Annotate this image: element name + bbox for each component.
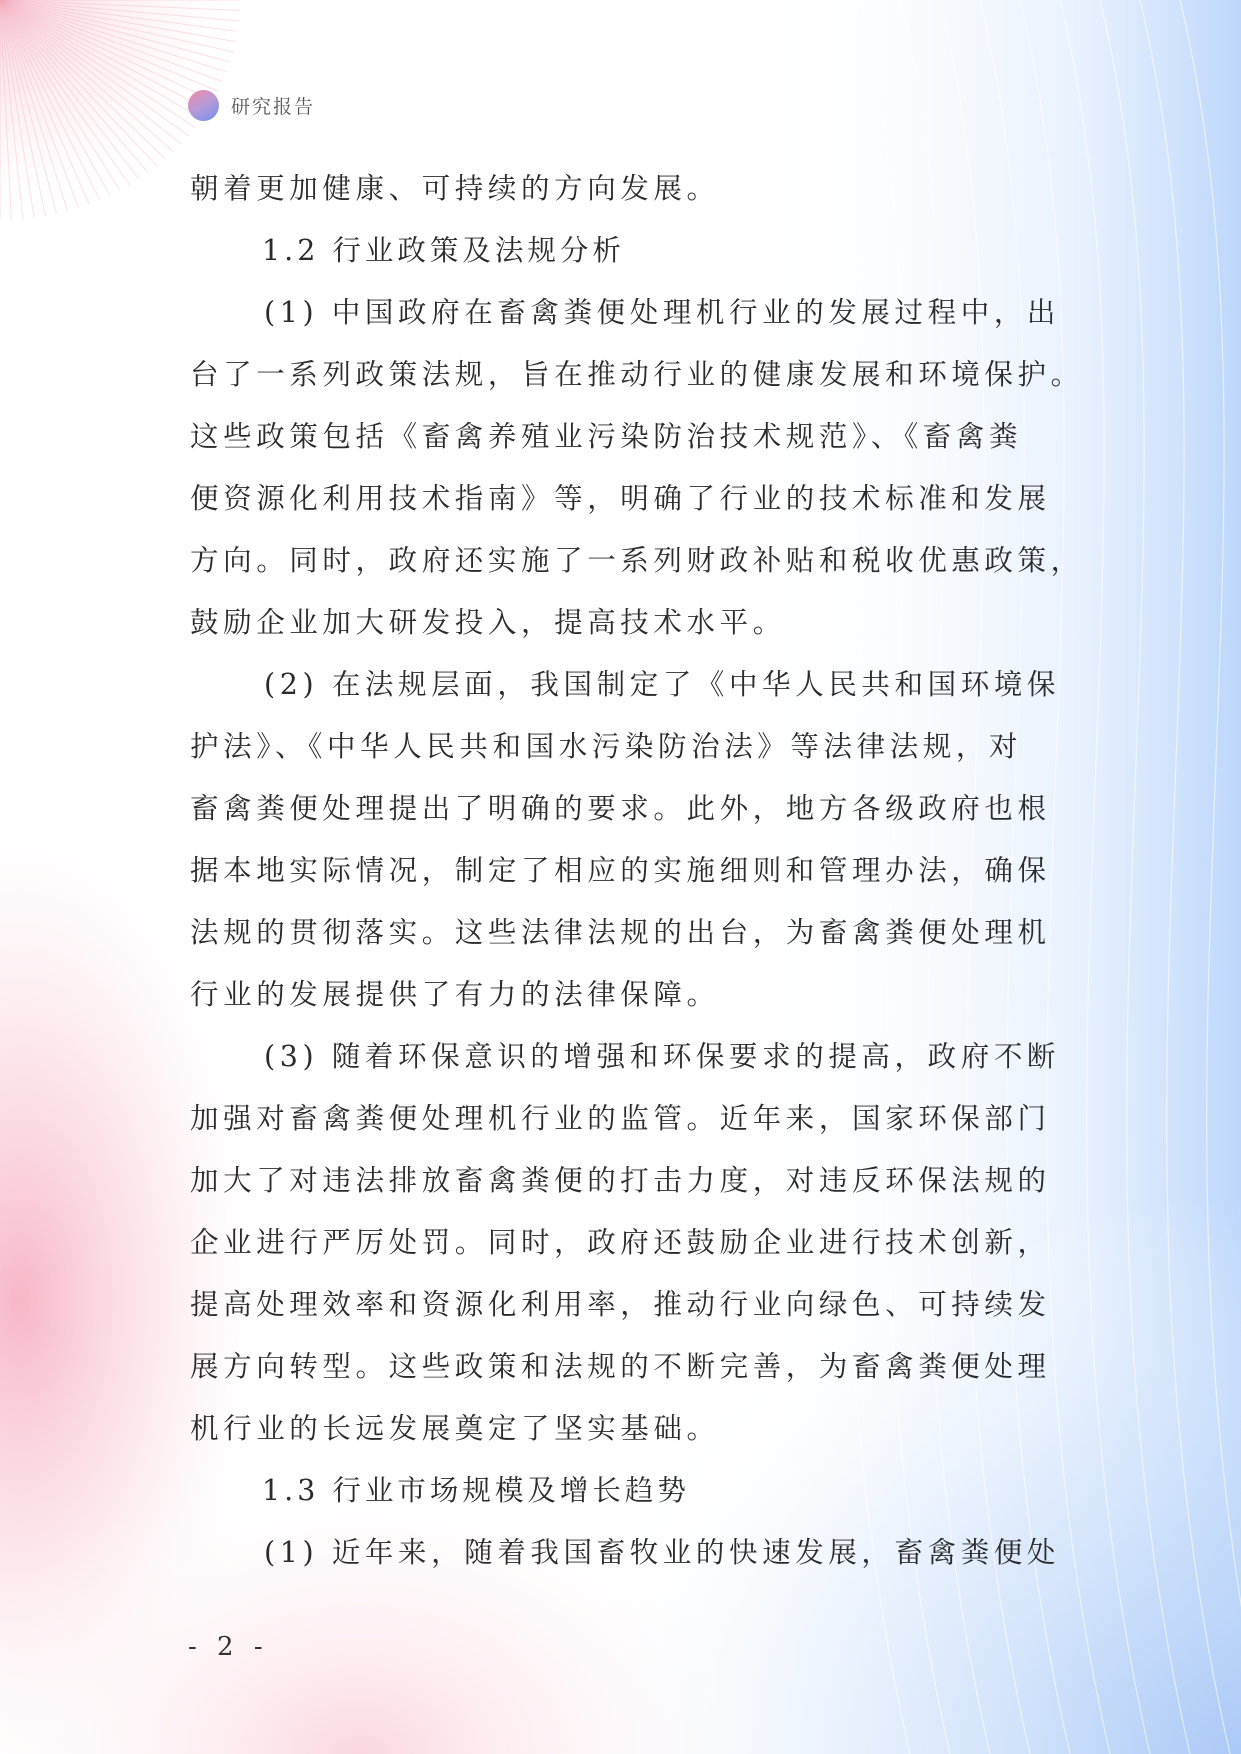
paragraph-line: 畜禽粪便处理提出了明确的要求。此外，地方各级政府也根 xyxy=(190,792,1051,825)
section-heading: 1.3 行业市场规模及增长趋势 xyxy=(262,1474,690,1507)
paragraph-line: (3) 随着环保意识的增强和环保要求的提高，政府不断 xyxy=(264,1040,1061,1073)
section-heading: 1.2 行业政策及法规分析 xyxy=(262,234,625,267)
paragraph-line: 台了一系列政策法规，旨在推动行业的健康发展和环境保护。 xyxy=(190,358,1084,391)
paragraph-line: (2) 在法规层面，我国制定了《中华人民共和国环境保 xyxy=(264,668,1061,701)
document-body xyxy=(190,158,1084,1584)
header-title: 研究报告 xyxy=(231,95,316,118)
paragraph-line: (1) 中国政府在畜禽粪便处理机行业的发展过程中，出 xyxy=(264,296,1061,329)
paragraph-line: (1) 近年来，随着我国畜牧业的快速发展，畜禽粪便处 xyxy=(264,1536,1061,1569)
paragraph-line: 加大了对违法排放畜禽粪便的打击力度，对违反环保法规的 xyxy=(190,1164,1051,1197)
paragraph-line: 展方向转型。这些政策和法规的不断完善，为畜禽粪便处理 xyxy=(190,1350,1051,1383)
paragraph-line: 加强对畜禽粪便处理机行业的监管。近年来，国家环保部门 xyxy=(190,1102,1051,1135)
paragraph-line: 便资源化利用技术指南》等，明确了行业的技术标准和发展 xyxy=(190,482,1051,515)
paragraph-line: 法规的贯彻落实。这些法律法规的出台，为畜禽粪便处理机 xyxy=(190,916,1051,949)
paragraph-line: 据本地实际情况，制定了相应的实施细则和管理办法，确保 xyxy=(190,854,1051,887)
paragraph-line: 朝着更加健康、可持续的方向发展。 xyxy=(190,172,720,205)
page-header xyxy=(188,88,315,122)
paragraph-line: 提高处理效率和资源化利用率，推动行业向绿色、可持续发 xyxy=(190,1288,1051,1321)
paragraph-line: 这些政策包括《畜禽养殖业污染防治技术规范》、《畜禽粪 xyxy=(190,420,1023,453)
paragraph-line: 机行业的长远发展奠定了坚实基础。 xyxy=(190,1412,720,1445)
paragraph-line: 企业进行严厉处罚。同时，政府还鼓励企业进行技术创新， xyxy=(190,1226,1051,1259)
paragraph-line: 护法》、《中华人民共和国水污染防治法》等法律法规，对 xyxy=(190,730,1023,763)
paragraph-line: 方向。同时，政府还实施了一系列财政补贴和税收优惠政策， xyxy=(190,544,1084,577)
paragraph-line: 行业的发展提供了有力的法律保障。 xyxy=(190,978,720,1011)
report-logo-icon xyxy=(188,90,219,121)
paragraph-line: 鼓励企业加大研发投入，提高技术水平。 xyxy=(190,606,786,639)
page-number: - 2 - xyxy=(188,1632,269,1662)
